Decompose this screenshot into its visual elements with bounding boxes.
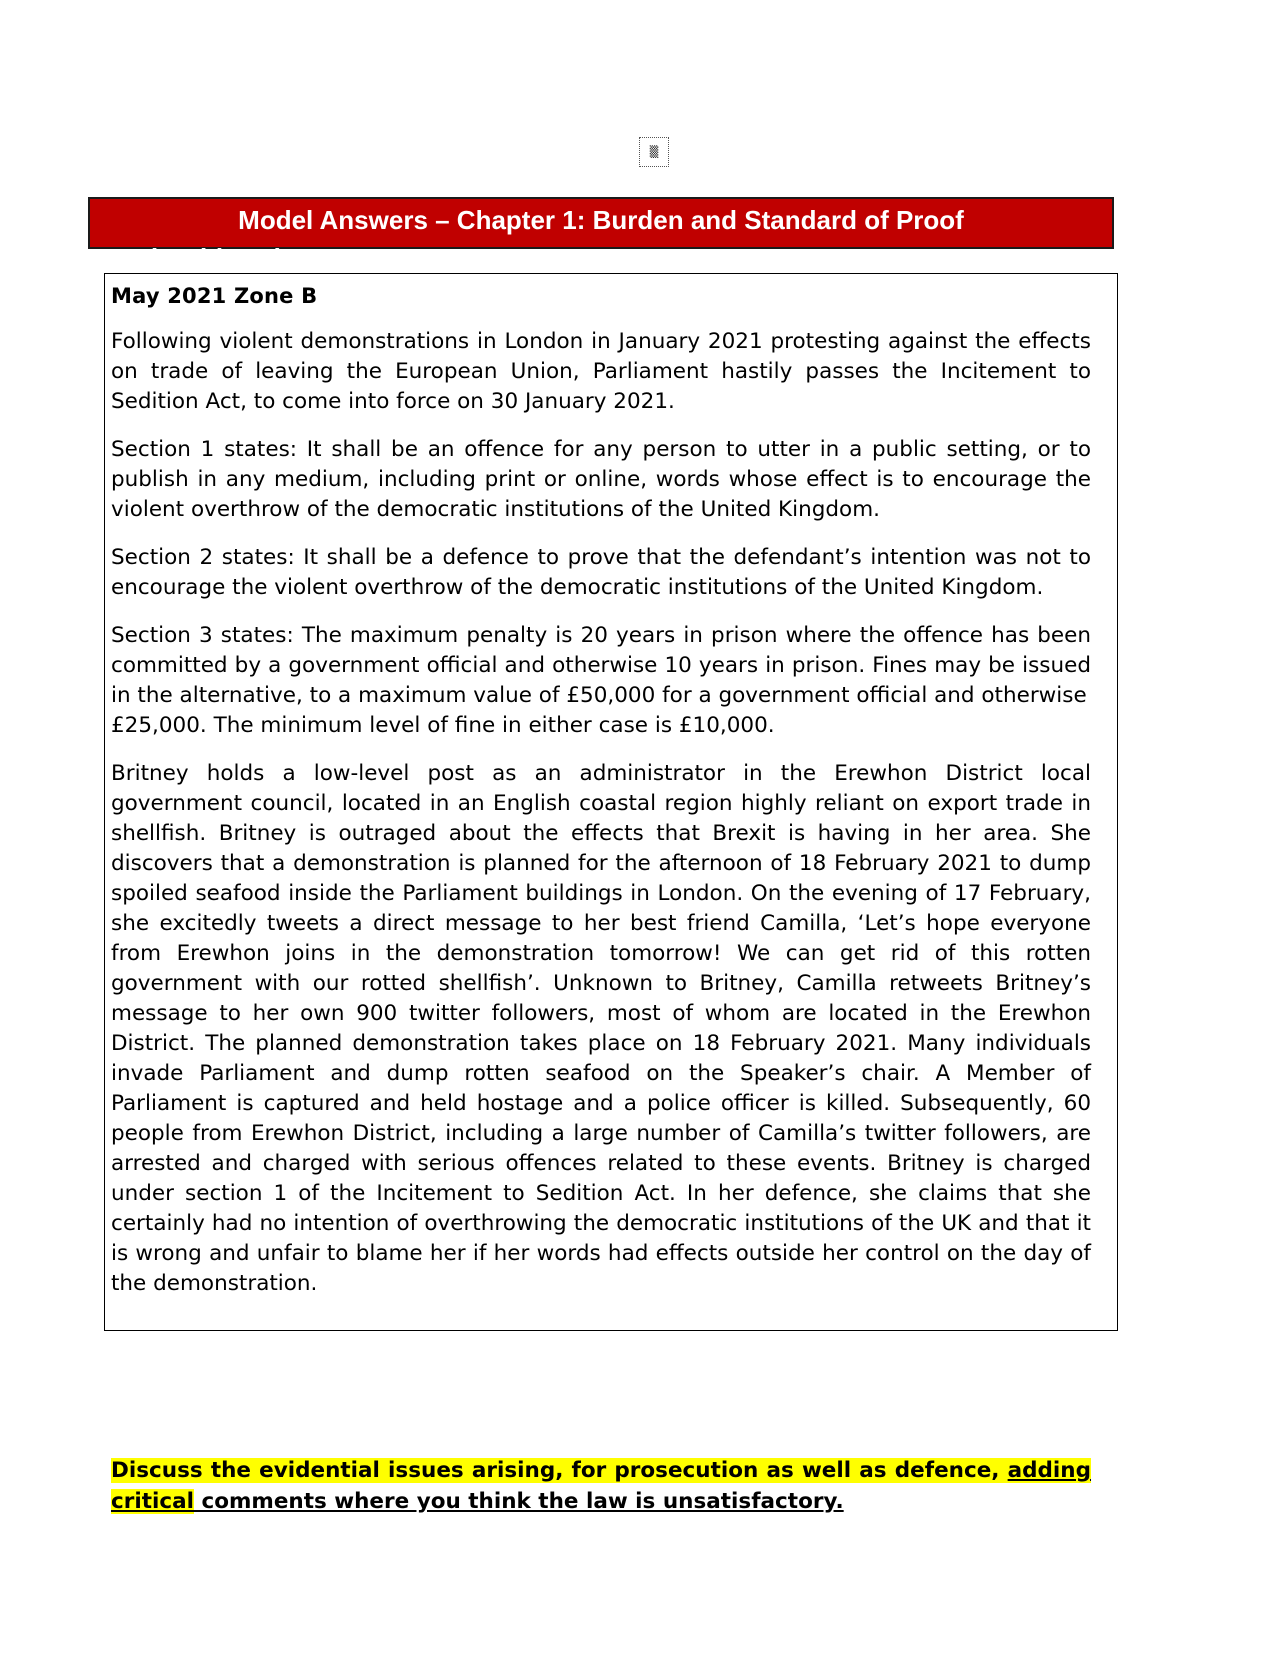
paragraph-section-1: Section 1 states: It shall be an offence for any person to utter in a public setting, or to publish in any medium, including print or online, words whose effect is to encourage the violent overthrow of the democratic institutions of the United Kingdom. — [111, 437, 1091, 522]
instruction-highlighted — [111, 1455, 1091, 1517]
paragraph-section-2: Section 2 states: It shall be a defence to prove that the defendant’s intention was not to encourage the violent overthrow of the democratic institutions of the United Kingdom. — [111, 545, 1091, 600]
placeholder-icon-box — [639, 137, 669, 167]
paragraph-intro: Following violent demonstrations in London in January 2021 protesting against the effects on trade of leaving the European Union, Parliament hastily passes the Incitement to Sedition Act, to come into force on 30 January 2021. — [111, 329, 1091, 414]
banner-text-wrap — [90, 199, 1112, 277]
section-3-main: Section 3 states: The maximum penalty is 20 years in prison where the offence has been committed by a government official and otherwise 10 years in prison. Fines may be issued in the alternative, to a maximum value of £50,000 for a government official and otherwise — [111, 623, 1091, 708]
section-heading: May 2021 Zone B — [111, 284, 318, 308]
document-body — [111, 281, 1091, 1299]
banner-title-line2: (Problems) — [148, 243, 284, 273]
page-title-banner — [88, 197, 1114, 273]
paragraph-section-3 — [111, 621, 1091, 741]
banner-title-line1: Model Answers – Chapter 1: Burden and Standard of Proof — [238, 205, 964, 235]
paragraph-scenario: Britney holds a low-level post as an administrator in the Erewhon District local government council, located in an English coastal region highly reliant on export trade in shellfish. Britney is outraged about the effects that Brexit is having in her area. She discovers that a demonstration is planned for the afternoon of 18 February 2021 to dump spoiled seafood inside the Parliament buildings in London. On the evening of 17 February, she excitedly tweets a direct message to her best friend Camilla, ‘Let’s hope everyone from Erewhon joins in the demonstration tomorrow! We can get rid of this rotten government with our rotted shellfish’. Unknown to Britney, Camilla retweets Britney’s message to her own 900 twitter followers, most of whom are located in the Erewhon District. The planned demonstration takes place on 18 February 2021. Many individuals invade Parliament and dump rotten seafood on the Speaker’s chair. A Member of Parliament is captured and held hostage and a police officer is killed. Subsequently, 60 people from Erewhon District, including a large number of Camilla’s twitter followers, are arrested and charged with serious offences related to these events. Britney is charged under section 1 of the Incitement to Sedition Act. In her defence, she claims that she certainly had no intention of overthrowing the democratic institutions of the UK and that it is wrong and unfair to blame her if her words had effects outside her control on the day of the demonstration. — [111, 761, 1091, 1296]
instruction-part-3: critical — [111, 1489, 194, 1514]
instruction-part-2: adding — [1007, 1458, 1091, 1483]
placeholder-icon-glyph: ▒ — [649, 145, 659, 159]
section-3-continuation: £25,000. The minimum level of fine in either case is £10,000. — [111, 713, 775, 738]
instruction-part-1: Discuss the evidential issues arising, for prosecution as well as defence, — [111, 1458, 1000, 1483]
broken-image-placeholder-icon — [639, 137, 669, 167]
instruction-part-4: comments where you think the law is unsatisfactory. — [201, 1489, 844, 1514]
